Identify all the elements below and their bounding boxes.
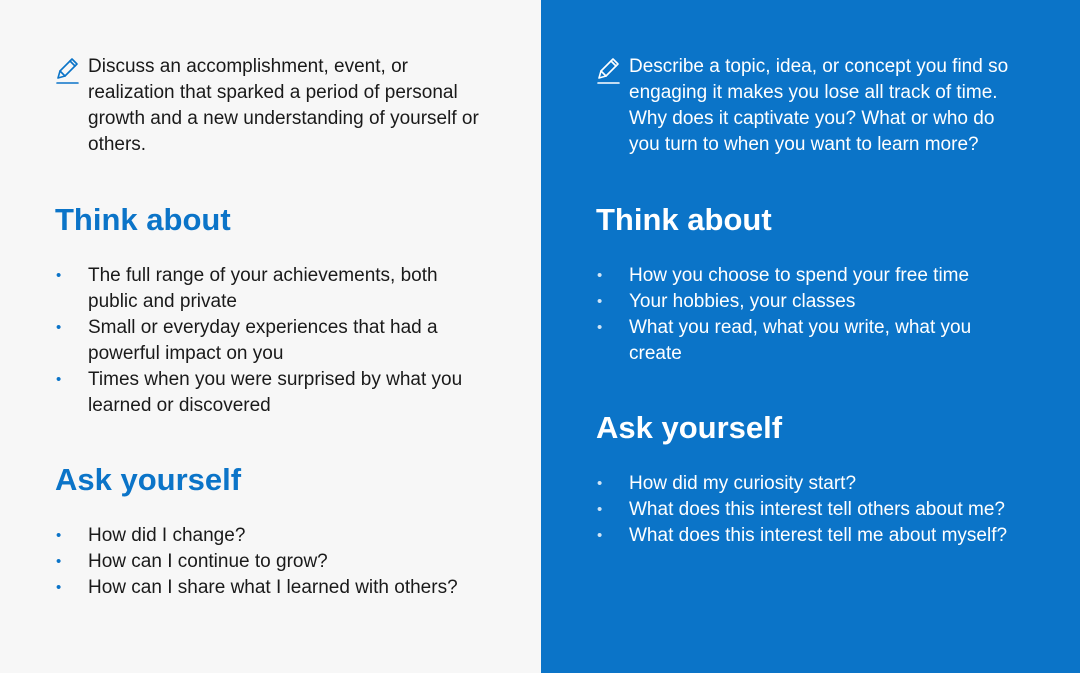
think-about-list [55,263,501,419]
ask-yourself-heading: Ask yourself [596,410,783,445]
list-item: • Small or everyday experiences that had a powerful impact on you [56,317,438,364]
think-about-heading: Think about [55,202,231,237]
pencil-icon [55,56,80,86]
bullet: • [56,319,62,336]
bullet: • [597,501,603,518]
pencil-icon [596,56,621,86]
list-item: • The full range of your achievements, both public and private [56,265,438,312]
bullet: • [597,527,603,544]
prompt-text: Discuss an accomplishment, event, or realization that sparked a period of personal growth and a new understanding of yourself or others. [88,56,479,155]
list-item: • How did I change? [55,523,501,549]
bullet: • [597,293,603,310]
bullet: • [597,267,603,284]
bullet: • [56,371,62,388]
bullet: • [597,475,603,492]
bullet: • [56,553,62,570]
bullet: • [597,319,603,336]
prompt-text: Describe a topic, idea, or concept you find so engaging it makes you lose all track of time. Why does it captivate you? What or who do you turn to when you want to learn more? [629,56,1009,155]
prompt-block [596,54,1040,158]
list-item: • How can I share what I learned with others? [55,575,501,601]
think-about-heading: Think about [596,202,772,237]
bullet: • [56,579,62,596]
list-item: • What does this interest tell others about me? [596,497,1040,523]
list-item: • How did my curiosity start? [596,471,1040,497]
think-about-list [596,263,1040,367]
ask-yourself-list [55,523,501,601]
bullet: • [56,527,62,544]
ask-yourself-heading: Ask yourself [55,462,242,497]
list-item: • Times when you were surprised by what you learned or discovered [56,369,463,416]
list-item: • How can I continue to grow? [55,549,501,575]
prompt-block [55,54,501,158]
list-item: • What you read, what you write, what you create [597,317,972,364]
list-item: • Your hobbies, your classes [596,289,1040,315]
ask-yourself-list [596,471,1040,549]
list-item: • What does this interest tell me about myself? [596,523,1040,549]
list-item: • How you choose to spend your free time [596,263,1040,289]
prompt-panel-right [541,0,1080,673]
bullet: • [56,267,62,284]
